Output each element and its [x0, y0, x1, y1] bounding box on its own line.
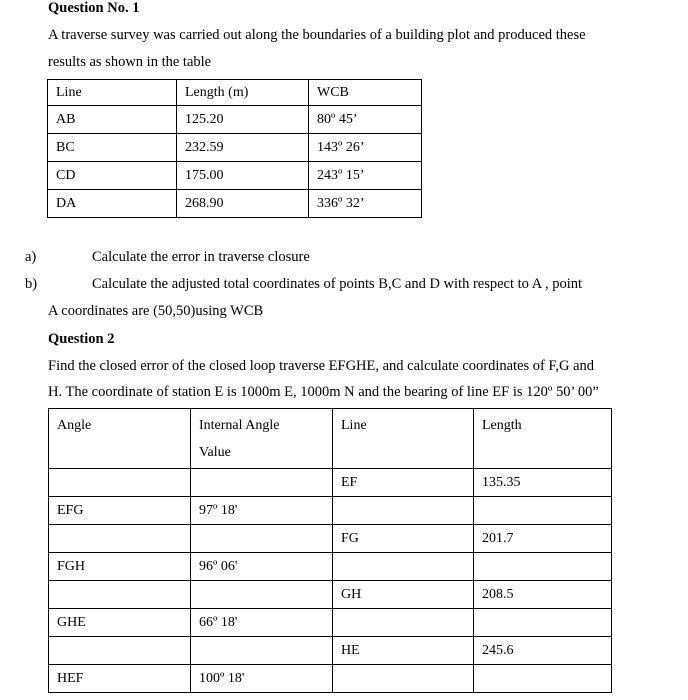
traverse-table-q1 — [47, 79, 422, 218]
cell-length: 268.90 — [177, 190, 309, 218]
header-internal-angle — [191, 409, 333, 469]
cell-value — [191, 581, 333, 609]
table-row — [49, 637, 612, 665]
traverse-table-q2 — [48, 408, 612, 693]
cell-length — [474, 609, 612, 637]
table-row — [49, 525, 612, 553]
cell-length: 208.5 — [474, 581, 612, 609]
cell-line — [333, 609, 474, 637]
cell-line — [333, 497, 474, 525]
cell-wcb: 143º 26’ — [309, 134, 422, 162]
table-row — [48, 162, 422, 190]
q1-intro-line1: A traverse survey was carried out along the boundaries of a building plot and produced these — [48, 27, 586, 43]
cell-angle — [49, 581, 191, 609]
cell-line: CD — [48, 162, 177, 190]
cell-length: 232.59 — [177, 134, 309, 162]
q1-title: Question No. 1 — [48, 0, 140, 16]
cell-value: 97º 18' — [191, 497, 333, 525]
table-row — [49, 553, 612, 581]
header-line: Line — [333, 409, 474, 469]
cell-line: DA — [48, 190, 177, 218]
cell-line: BC — [48, 134, 177, 162]
cell-line: FG — [333, 525, 474, 553]
table-row — [49, 665, 612, 693]
cell-value: 66º 18' — [191, 609, 333, 637]
table-row — [49, 609, 612, 637]
header-length: Length — [474, 409, 612, 469]
table-header-row — [49, 409, 612, 469]
cell-value — [191, 637, 333, 665]
cell-line: EF — [333, 469, 474, 497]
cell-angle — [49, 525, 191, 553]
q1-intro-line2: results as shown in the table — [48, 54, 212, 70]
part-b-continuation: A coordinates are (50,50)using WCB — [48, 303, 264, 319]
header-angle: Angle — [49, 409, 191, 469]
cell-angle: FGH — [49, 553, 191, 581]
cell-value — [191, 469, 333, 497]
cell-wcb: 80º 45’ — [309, 106, 422, 134]
cell-length — [474, 665, 612, 693]
table-row — [48, 190, 422, 218]
cell-angle: EFG — [49, 497, 191, 525]
cell-wcb: 336º 32’ — [309, 190, 422, 218]
cell-length: 245.6 — [474, 637, 612, 665]
cell-line: AB — [48, 106, 177, 134]
cell-length: 175.00 — [177, 162, 309, 190]
header-line: Line — [48, 80, 177, 106]
cell-value — [191, 525, 333, 553]
part-a-text: Calculate the error in traverse closure — [92, 249, 310, 265]
cell-angle: GHE — [49, 609, 191, 637]
cell-angle — [49, 637, 191, 665]
cell-wcb: 243º 15’ — [309, 162, 422, 190]
cell-line — [333, 665, 474, 693]
table-row — [49, 469, 612, 497]
header-internal-angle-line2: Value — [199, 445, 231, 460]
q2-title: Question 2 — [48, 331, 115, 347]
cell-angle — [49, 469, 191, 497]
part-b-text: Calculate the adjusted total coordinates of points B,C and D with respect to A , point — [92, 276, 583, 292]
cell-value: 96º 06' — [191, 553, 333, 581]
table-header-row — [48, 80, 422, 106]
header-length: Length (m) — [177, 80, 309, 106]
cell-length — [474, 553, 612, 581]
cell-value: 100º 18' — [191, 665, 333, 693]
cell-line: HE — [333, 637, 474, 665]
table-row — [48, 106, 422, 134]
part-a-label: a) — [25, 249, 37, 265]
cell-line: GH — [333, 581, 474, 609]
cell-angle: HEF — [49, 665, 191, 693]
cell-length: 201.7 — [474, 525, 612, 553]
cell-length — [474, 497, 612, 525]
table-row — [48, 134, 422, 162]
part-b-label: b) — [25, 276, 38, 292]
q2-line1: Find the closed error of the closed loop traverse EFGHE, and calculate coordinates of F,G and — [48, 358, 595, 374]
header-wcb: WCB — [309, 80, 422, 106]
table-row — [49, 497, 612, 525]
cell-length: 135.35 — [474, 469, 612, 497]
cell-line — [333, 553, 474, 581]
table-row — [49, 581, 612, 609]
header-internal-angle-line1: Internal Angle — [199, 418, 280, 433]
cell-length: 125.20 — [177, 106, 309, 134]
q2-line2: H. The coordinate of station E is 1000m E, 1000m N and the bearing of line EF is 120º 50’ 00” — [48, 384, 599, 400]
